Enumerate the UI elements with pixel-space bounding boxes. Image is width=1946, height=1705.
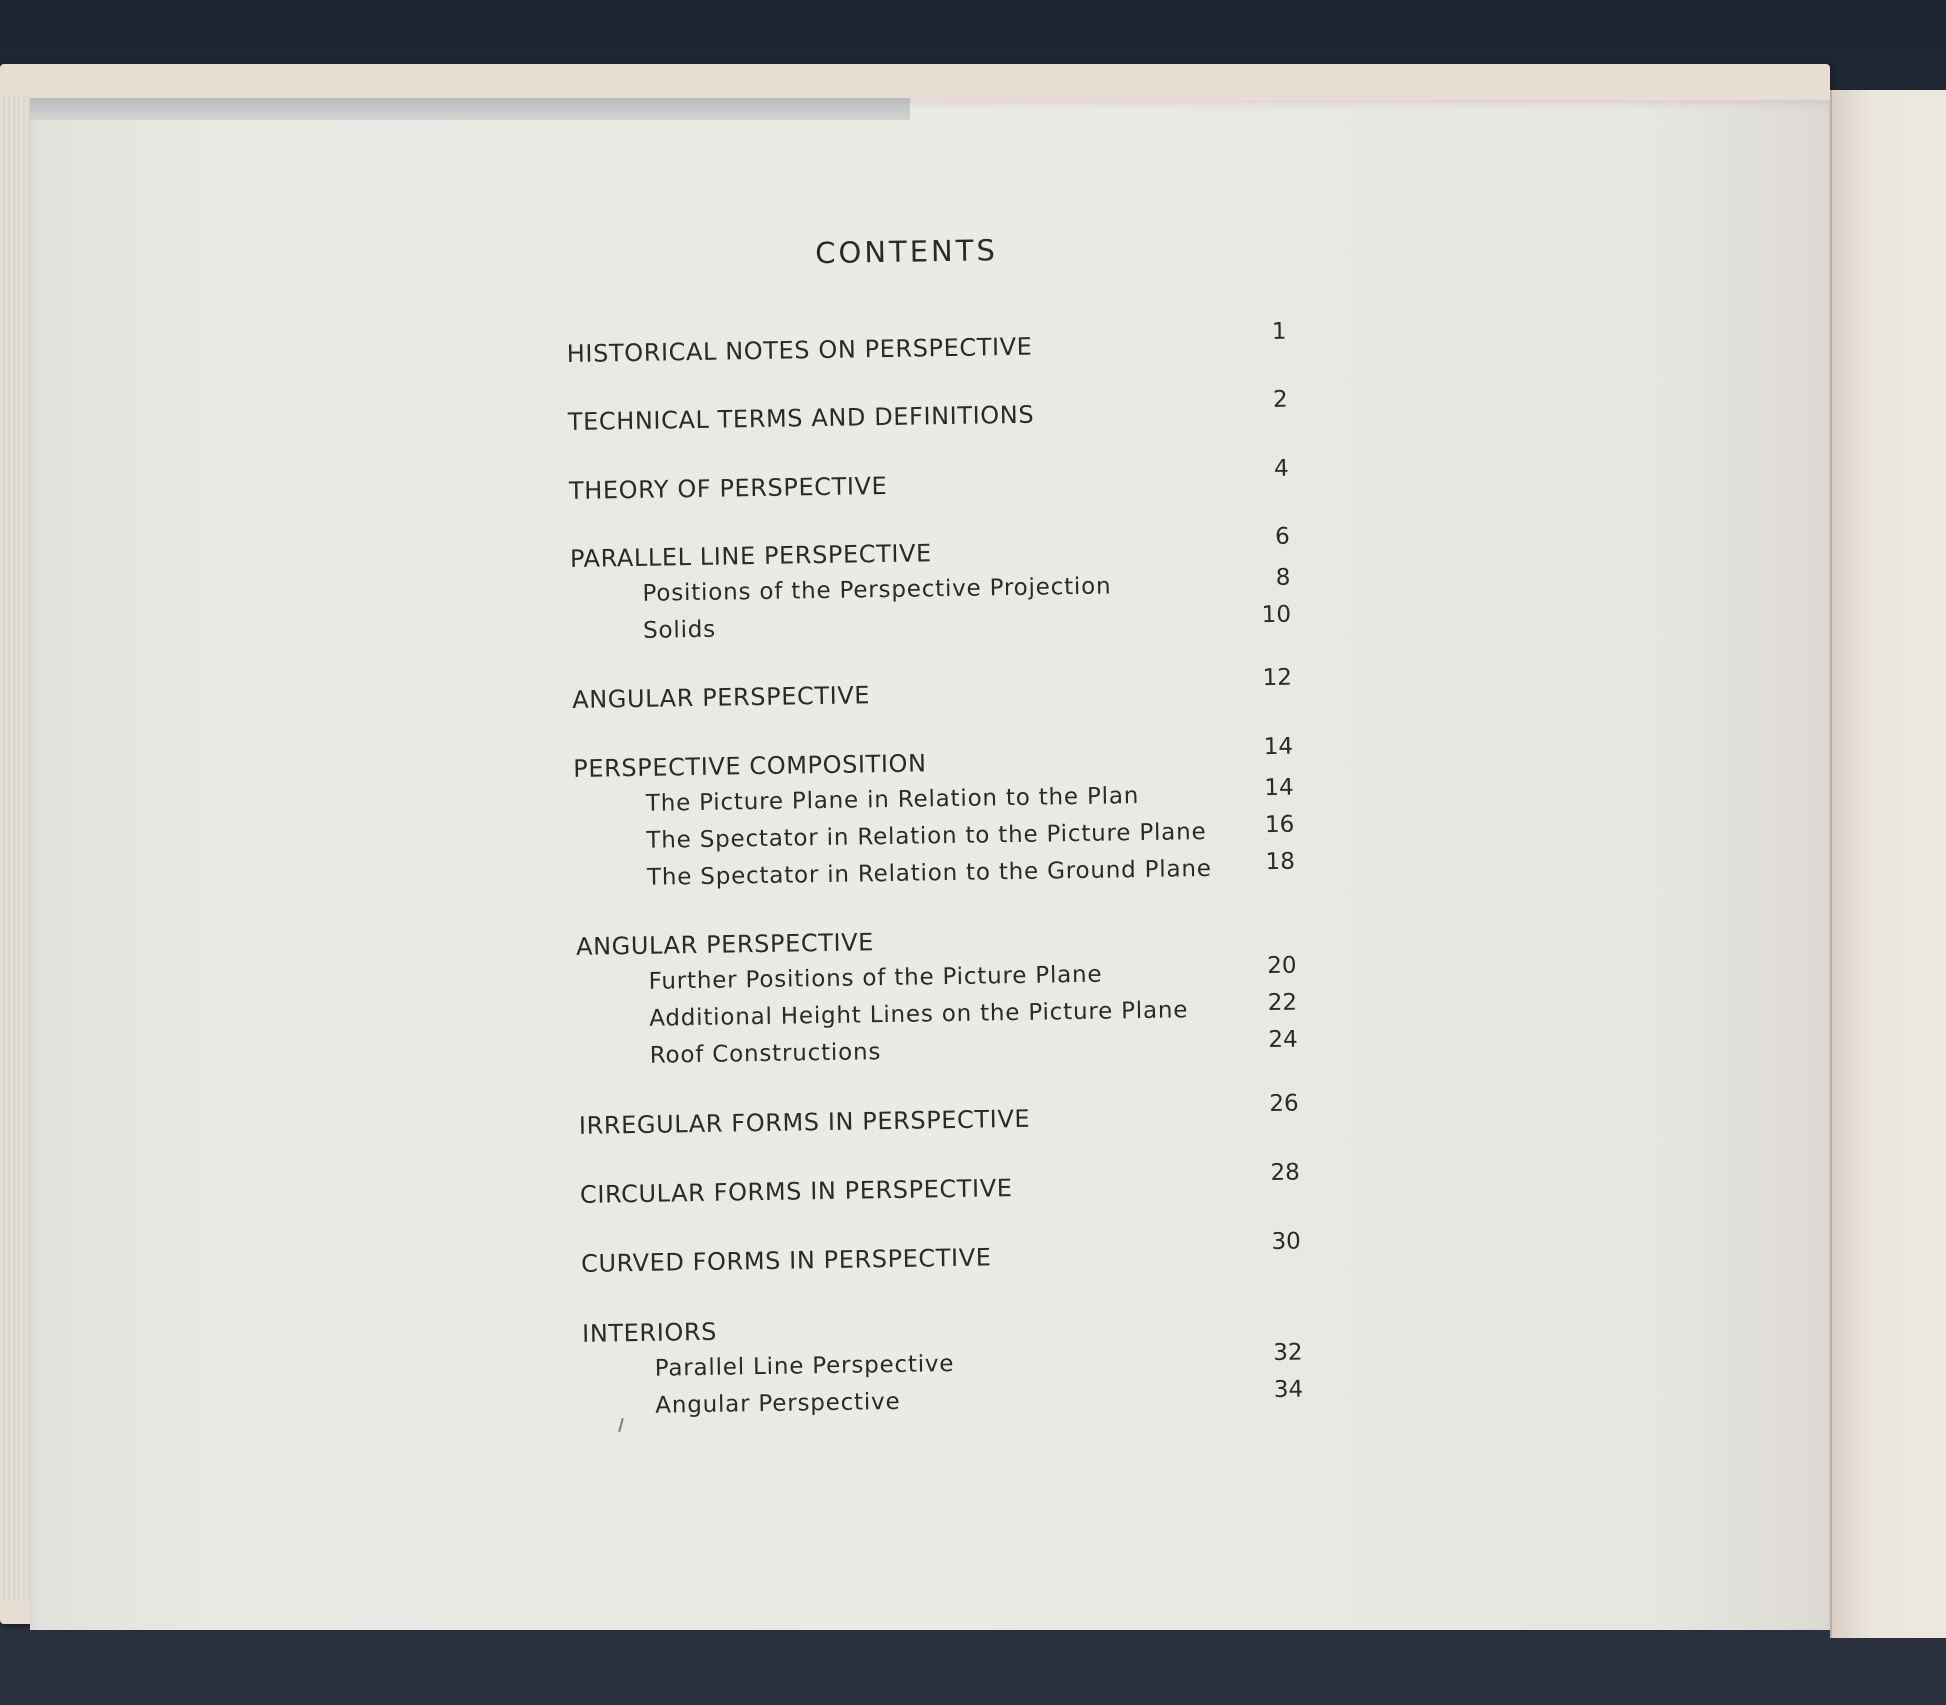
toc-entry-page: 32 xyxy=(1273,1339,1303,1367)
toc-entry-page: 22 xyxy=(1267,989,1298,1017)
toc-entry-label: The Picture Plane in Relation to the Plan xyxy=(645,783,1140,817)
toc-entry-label: INTERIORS xyxy=(581,1317,718,1348)
toc-entry-page: 6 xyxy=(1274,523,1290,550)
toc-entry-page: 18 xyxy=(1265,848,1296,876)
toc-entry-label: ANGULAR PERSPECTIVE xyxy=(575,928,875,961)
toc-entry-page: 2 xyxy=(1272,386,1288,413)
toc-entry-label: Positions of the Perspective Projection xyxy=(642,573,1112,607)
page-edges xyxy=(0,95,34,1600)
toc-entry-page: 30 xyxy=(1271,1228,1302,1256)
toc-entry-page: 28 xyxy=(1270,1159,1300,1187)
toc-entry-page: 14 xyxy=(1264,774,1294,802)
toc-entry-label: Parallel Line Perspective xyxy=(654,1351,955,1382)
toc-entry-label: CURVED FORMS IN PERSPECTIVE xyxy=(580,1243,992,1278)
toc-entry-page: 26 xyxy=(1269,1090,1299,1118)
toc-entry-label: The Spectator in Relation to the Picture Plane xyxy=(646,818,1207,854)
toc-entry-page: 1 xyxy=(1271,318,1287,345)
toc-entry-label: PERSPECTIVE COMPOSITION xyxy=(573,749,927,783)
toc-entry-label: THEORY OF PERSPECTIVE xyxy=(568,471,888,505)
toc-entry-page: 16 xyxy=(1264,811,1295,839)
toc-entry-label: TECHNICAL TERMS AND DEFINITIONS xyxy=(567,400,1035,436)
toc-entry-page: 34 xyxy=(1273,1376,1304,1404)
toc-entry-page: 14 xyxy=(1263,733,1294,761)
toc-entry-label: Roof Constructions xyxy=(649,1039,882,1069)
toc-entry-label: The Spectator in Relation to the Ground Plane xyxy=(646,855,1212,891)
toc-entry-label: ANGULAR PERSPECTIVE xyxy=(572,681,871,714)
toc-entry-page: 20 xyxy=(1267,952,1297,980)
page-top-strip xyxy=(30,98,910,120)
toc-entry-label: HISTORICAL NOTES ON PERSPECTIVE xyxy=(566,332,1033,368)
contents-title: CONTENTS xyxy=(814,233,999,271)
toc-entry-page: 12 xyxy=(1262,664,1293,692)
toc-entry-page: 24 xyxy=(1268,1026,1298,1054)
toc-entry-label: Solids xyxy=(642,616,717,644)
toc-entry-label: Further Positions of the Picture Plane xyxy=(648,961,1103,995)
toc-entry-page: 8 xyxy=(1275,564,1291,591)
toc-entry-label: PARALLEL LINE PERSPECTIVE xyxy=(569,539,933,573)
toc-entry-label: Angular Perspective xyxy=(655,1388,901,1419)
toc-entry-label: CIRCULAR FORMS IN PERSPECTIVE xyxy=(579,1174,1013,1209)
toc-entry-page: 4 xyxy=(1273,455,1289,482)
toc-entry-label: Additional Height Lines on the Picture Plane xyxy=(649,997,1189,1032)
toc-entry-label: IRREGULAR FORMS IN PERSPECTIVE xyxy=(578,1104,1031,1140)
back-cover-edge xyxy=(1830,90,1946,1638)
toc-entry-page: 10 xyxy=(1261,601,1292,629)
